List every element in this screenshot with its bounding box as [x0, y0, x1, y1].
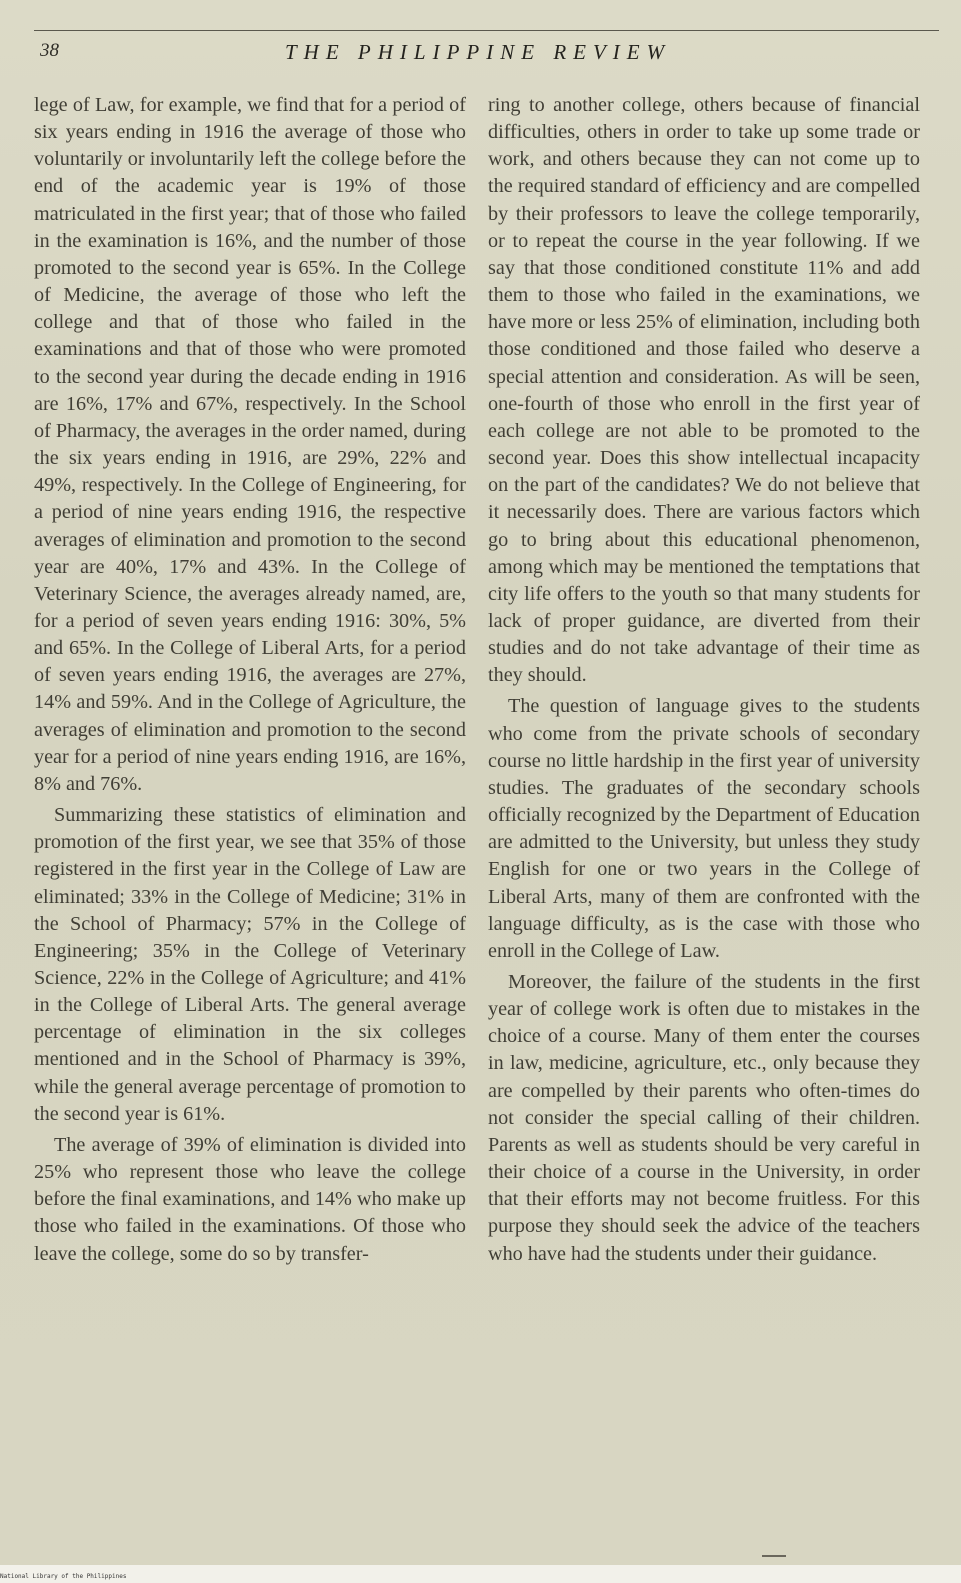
page-header [30, 38, 910, 72]
footer-strip [0, 1565, 961, 1583]
paragraph: ring to another college, others because of financial difficulties, others in order to take up some trade or work, and others because they can not come up to the required standard of efficiency and are compelled by their professors to leave the college temporarily, or to repeat the course in the year following. If we say that those conditioned constitute 11% and add them to those who failed in the examinations, we have more or less 25% of elimination, including both those conditioned and those failed who deserve a special attention and consideration. As will be seen, one-fourth of those who enroll in the first year of each college are not able to be promoted to the second year. Does this show intellectual incapacity on the part of the candidates? We do not believe that it necessarily does. There are various factors which go to bring about this educational phenomenon, among which may be mentioned the temptations that city life offers to the youth so that many students for lack of proper guidance, are diverted from their studies and do not take advantage of their time as they should. [488, 94, 920, 687]
paragraph: The question of language gives to the students who come from the private schools of secondary course no little hardship in the first year of university studies. The graduates of the secondary schools officially recognized by the Department of Education are admitted to the University, but unless they study English for one or two years in the College of Liberal Arts, many of them are confronted with the language difficulty, as is the case with those who enroll in the College of Law. [488, 695, 920, 962]
paragraph: Moreover, the failure of the students in the first year of college work is often due to mistakes in the choice of a course. Many of them enter the courses in law, medicine, agriculture, etc., only because they are compelled by their parents who often-times do not consider the special calling of their children. Parents as well as students should be very careful in their choice of a course in the University, in order that their efforts may not become fruitless. For this purpose they should seek the advice of the teachers who have had the students under their guidance. [488, 971, 920, 1265]
right-column [488, 92, 920, 1268]
print-mark [762, 1555, 786, 1557]
library-credit: National Library of the Philippines [0, 1573, 127, 1580]
page-number: 38 [40, 40, 59, 61]
paragraph: lege of Law, for example, we find that for a period of six years ending in 1916 the average of those who voluntarily or involuntarily left the college before the end of the academic year is 19% of those matriculated in the first year; that of those who failed in the examination is 16%, and the number of those promoted to the second year is 65%. In the College of Medicine, the average of those who left the college and that of those who failed in the examinations and that of those who were promoted to the second year during the decade ending in 1916 are 16%, 17% and 67%, respectively. In the School of Pharmacy, the averages in the order named, during the six years ending in 1916, are 29%, 22% and 49%, respectively. In the College of Engineering, for a period of nine years ending 1916, the respective averages of elimination and promotion to the second year are 40%, 17% and 43%. In the College of Veterinary Science, the averages already named, are, for a period of seven years ending 1916: 30%, 5% and 65%. In the College of Liberal Arts, for a period of seven years ending 1916, the averages are 27%, 14% and 59%. And in the College of Agriculture, the averages of elimination and promotion to the second year for a period of nine years ending 1916, are 16%, 8% and 76%. [34, 94, 466, 795]
paragraph: Summarizing these statistics of elimination and promotion of the first year, we see that 35% of those registered in the first year in the College of Law are eliminated; 33% in the College of Medicine; 31% in the School of Pharmacy; 57% in the College of Engineering; 35% in the College of Veterinary Science, 22% in the College of Agriculture; and 41% in the College of Liberal Arts. The general average percentage of elimination in the six colleges mentioned and in the School of Pharmacy is 39%, while the general average percentage of promotion to the second year is 61%. [34, 804, 466, 1125]
header-rule [34, 30, 939, 31]
running-title: THE PHILIPPINE REVIEW [285, 40, 672, 64]
paragraph: The average of 39% of elimination is divided into 25% who represent those who leave the college before the final examinations, and 14% who make up those who failed in the examinations. Of those who leave the college, some do so by transfer- [34, 1133, 466, 1265]
left-column [34, 92, 466, 1268]
